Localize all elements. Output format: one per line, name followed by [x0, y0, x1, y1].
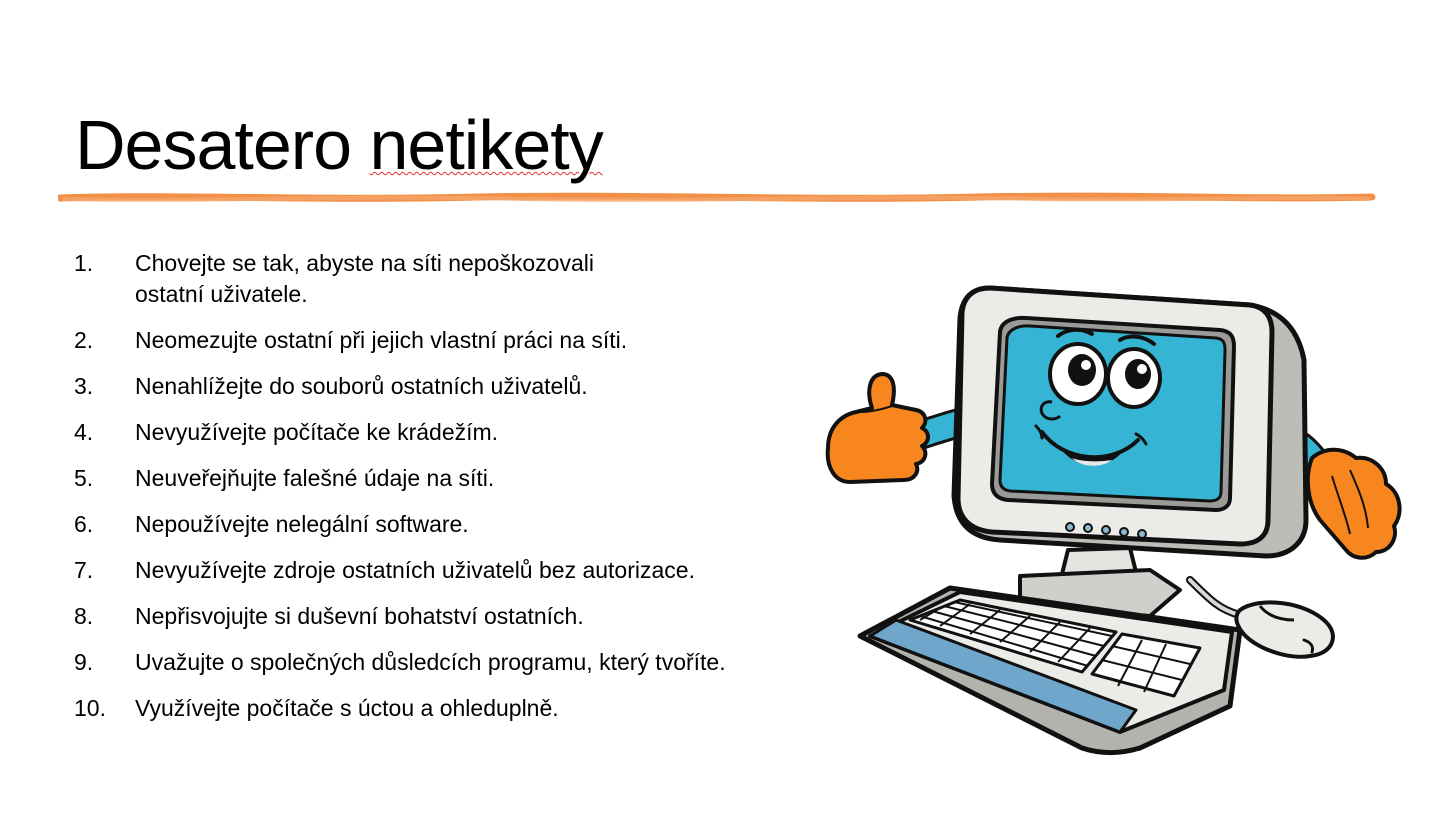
list-item — [74, 371, 834, 402]
item-number: 6. — [74, 511, 94, 537]
item-number: 2. — [74, 327, 94, 353]
list-item — [74, 463, 834, 494]
title-word-1: Desatero — [75, 106, 352, 184]
item-text: Nepoužívejte nelegální software. — [135, 511, 469, 537]
rules-list — [74, 248, 834, 739]
item-number: 9. — [74, 649, 94, 675]
item-text: Nevyužívejte počítače ke krádežím. — [135, 419, 499, 445]
item-text: Využívejte počítače s úctou a ohleduplně. — [135, 695, 559, 721]
item-number: 8. — [74, 603, 94, 629]
item-text: Nepřisvojujte si duševní bohatství ostatních. — [135, 603, 584, 629]
item-text: Uvažujte o společných důsledcích programu, který tvoříte. — [135, 649, 726, 675]
item-text: Nenahlížejte do souborů ostatních uživatelů. — [135, 373, 588, 399]
item-text: Neuveřejňujte falešné údaje na síti. — [135, 465, 495, 491]
title-divider — [58, 188, 1376, 208]
list-item — [74, 417, 834, 448]
computer-mascot-thumbs-up-icon — [820, 270, 1410, 765]
list-item — [74, 555, 834, 586]
list-item — [74, 509, 834, 540]
item-text: Nevyužívejte zdroje ostatních uživatelů bez autorizace. — [135, 557, 695, 583]
item-text: Chovejte se tak, abyste na síti nepoškozovali ostatní uživatele. — [135, 250, 594, 307]
list-item — [74, 693, 834, 724]
list-item — [74, 647, 834, 678]
list-item — [74, 248, 834, 310]
item-number: 10. — [74, 695, 106, 721]
slide-title — [75, 100, 603, 190]
list-item — [74, 325, 834, 356]
item-number: 1. — [74, 250, 94, 276]
title-word-2: netikety — [369, 106, 603, 184]
item-number: 3. — [74, 373, 94, 399]
item-number: 4. — [74, 419, 94, 445]
list-item — [74, 601, 834, 632]
item-number: 7. — [74, 557, 94, 583]
item-number: 5. — [74, 465, 94, 491]
item-text: Neomezujte ostatní při jejich vlastní práci na síti. — [135, 327, 628, 353]
